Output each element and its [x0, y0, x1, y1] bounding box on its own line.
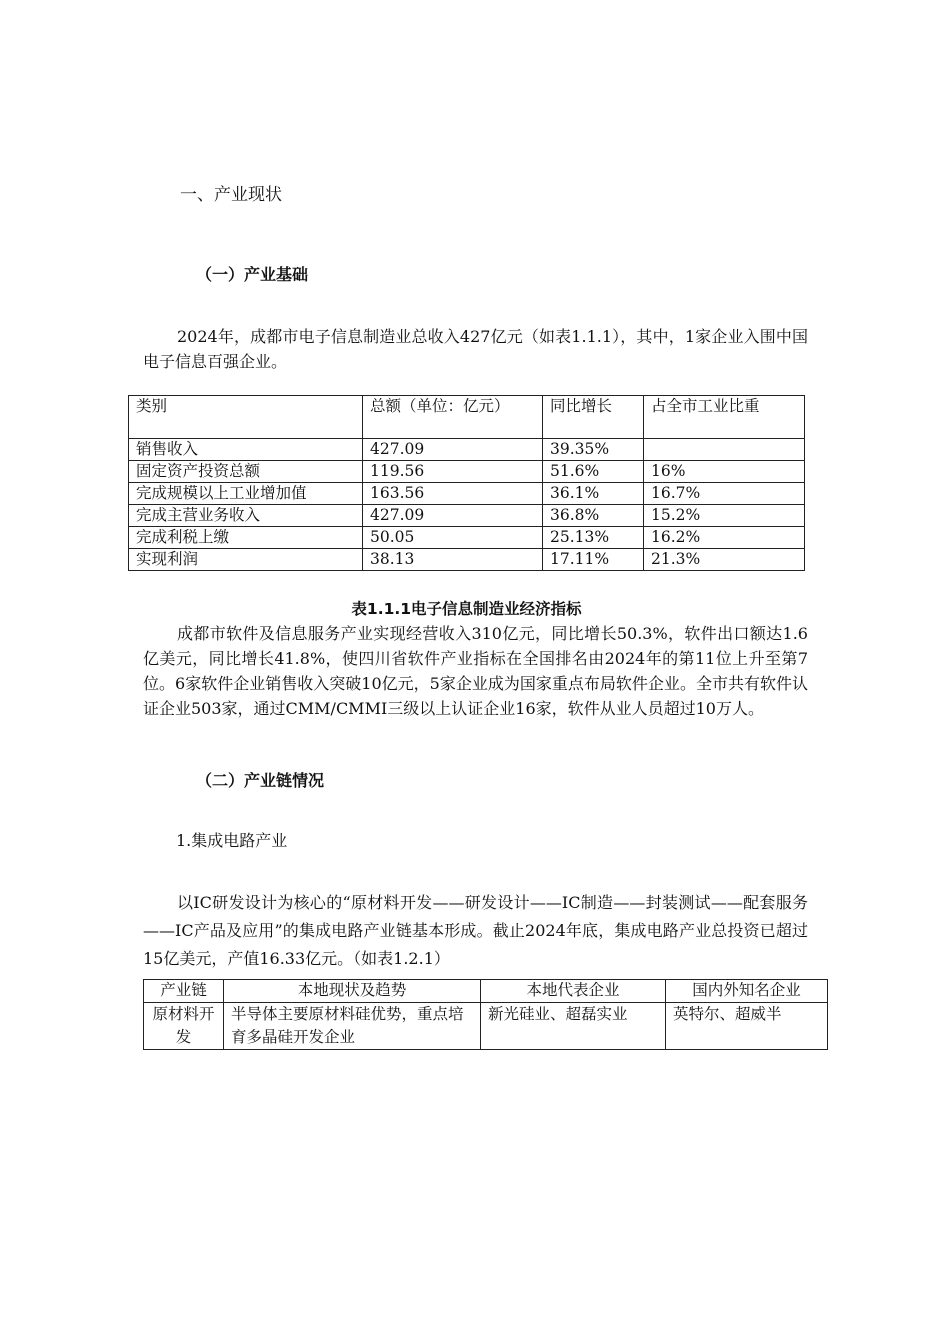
table-cell: 50.05: [363, 527, 543, 549]
section-title: 一、产业现状: [180, 185, 282, 205]
table-cell: 完成利税上缴: [129, 527, 363, 549]
table-header-cell: 占全市工业比重: [644, 396, 805, 439]
table-cell: 119.56: [363, 461, 543, 483]
table-cell: 16.2%: [644, 527, 805, 549]
table-row: [144, 1003, 828, 1050]
table-row: [129, 461, 805, 483]
table-header-cell: 总额（单位：亿元）: [363, 396, 543, 439]
table-header-row: [144, 980, 828, 1003]
table-cell: 16%: [644, 461, 805, 483]
table-cell: 完成规模以上工业增加值: [129, 483, 363, 505]
table-cell: 固定资产投资总额: [129, 461, 363, 483]
table-header-cell: 产业链: [144, 980, 224, 1003]
table-cell: 25.13%: [543, 527, 644, 549]
table-row: [129, 439, 805, 461]
table-cell: 16.7%: [644, 483, 805, 505]
table-header-cell: 本地现状及趋势: [224, 980, 481, 1003]
table-cell: 实现利润: [129, 549, 363, 571]
table-row: [129, 527, 805, 549]
table-header-cell: 本地代表企业: [481, 980, 666, 1003]
table-cell: 原材料开发: [144, 1003, 224, 1050]
subsection-title-ic: 1.集成电路产业: [176, 831, 288, 850]
table-cell: 51.6%: [543, 461, 644, 483]
table-row: [129, 549, 805, 571]
table-cell: 完成主营业务收入: [129, 505, 363, 527]
table-cell: 半导体主要原材料硅优势，重点培育多晶硅开发企业: [224, 1003, 481, 1050]
ic-paragraph: 以IC研发设计为核心的“原材料开发——研发设计——IC制造——封装测试——配套服务——IC产品及应用”的集成电路产业链基本形成。截止2024年底，集成电路产业总投资已超过15亿美元，产值16.33亿元。（如表1.2.1）: [143, 893, 808, 968]
table-header-cell: 同比增长: [543, 396, 644, 439]
table-cell: 427.09: [363, 505, 543, 527]
software-paragraph: 成都市软件及信息服务产业实现经营收入310亿元，同比增长50.3%，软件出口额达1.6亿美元，同比增长41.8%，使四川省软件产业指标在全国排名由2024年的第11位上升至第7位。6家软件企业销售收入突破10亿元，5家企业成为国家重点布局软件企业。全市共有软件认证企业503家，通过CMM/CMMI三级以上认证企业16家，软件从业人员超过10万人。: [143, 624, 808, 718]
table-caption: 表1.1.1电子信息制造业经济指标: [351, 600, 582, 618]
table-header-row: [129, 396, 805, 439]
subsection-title-industry-chain: （二）产业链情况: [196, 771, 325, 790]
table-cell: 36.8%: [543, 505, 644, 527]
table-cell: 英特尔、超威半: [666, 1003, 828, 1050]
intro-paragraph: 2024年，成都市电子信息制造业总收入427亿元（如表1.1.1），其中，1家企业入围中国电子信息百强企业。: [143, 327, 808, 371]
table-cell: 17.11%: [543, 549, 644, 571]
table-row: [129, 483, 805, 505]
table-cell: 163.56: [363, 483, 543, 505]
table-cell: 427.09: [363, 439, 543, 461]
table-cell: 15.2%: [644, 505, 805, 527]
economic-indicators-table: [128, 395, 805, 571]
table-cell: 36.1%: [543, 483, 644, 505]
table-row: [129, 505, 805, 527]
table-cell: 38.13: [363, 549, 543, 571]
table-cell: [644, 439, 805, 461]
subsection-title-foundation: （一）产业基础: [196, 265, 309, 284]
table-cell: 销售收入: [129, 439, 363, 461]
table-cell: 39.35%: [543, 439, 644, 461]
table-cell: 21.3%: [644, 549, 805, 571]
table-header-cell: 类别: [129, 396, 363, 439]
ic-chain-table: [143, 979, 828, 1050]
table-header-cell: 国内外知名企业: [666, 980, 828, 1003]
table-cell: 新光硅业、超磊实业: [481, 1003, 666, 1050]
